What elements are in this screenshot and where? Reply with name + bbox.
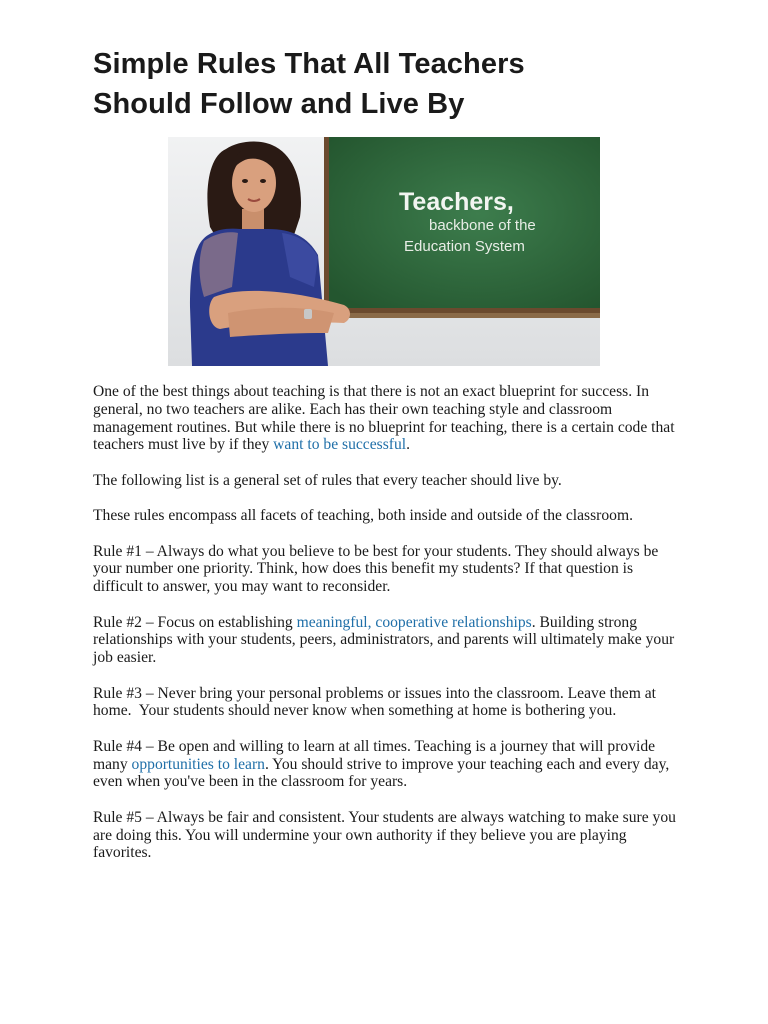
rule-5-paragraph: Rule #5 – Always be fair and consistent. Your students are always watching to make sure you are doing this. You will undermine your own authority if they believe you are playing favorites. bbox=[93, 808, 676, 862]
facets-paragraph: These rules encompass all facets of teaching, both inside and outside of the classroom. bbox=[93, 507, 633, 525]
list-intro-paragraph: The following list is a general set of rules that every teacher should live by. bbox=[93, 471, 562, 489]
article-body bbox=[93, 383, 678, 880]
rule-4-start: Rule #4 – Be open and willing to learn at all times. Teaching is a journey that will provide many bbox=[93, 737, 656, 773]
rule-1-paragraph: Rule #1 – Always do what you believe to be best for your students. They should always be your number one priority. Think, how does this benefit my students? If that question is difficult to answer, you may want to reconsider. bbox=[93, 542, 659, 596]
rule-3-paragraph: Rule #3 – Never bring your personal problems or issues into the classroom. Leave them at home. Your students should never know when something at home is bothering you. bbox=[93, 684, 656, 720]
rule-4-paragraph bbox=[93, 738, 678, 791]
rule-2-start: Rule #2 – Focus on establishing bbox=[93, 613, 297, 631]
page-title bbox=[93, 44, 683, 124]
page-title-line1: Simple Rules That All Teachers bbox=[93, 48, 525, 80]
board-title: Teachers, bbox=[399, 188, 514, 216]
intro-text: One of the best things about teaching is that there is not an exact blueprint for success. In general, no two teachers are alike. Each has their own teaching style and classroom management routines. But while there is no blueprint for teaching, there is a certain code that teachers must live by if they bbox=[93, 383, 675, 454]
rule-2-paragraph bbox=[93, 614, 678, 667]
title-block bbox=[93, 44, 683, 124]
hero-image bbox=[168, 137, 600, 366]
board-line2: backbone of the bbox=[429, 217, 536, 234]
want-to-be-successful-link[interactable]: want to be successful bbox=[273, 436, 407, 454]
relationships-link[interactable]: meaningful, cooperative relationships bbox=[296, 613, 532, 631]
page-title-line2: Should Follow and Live By bbox=[93, 88, 465, 120]
board-line3: Education System bbox=[404, 238, 525, 255]
rule-2-end: . Building strong relationships with your students, peers, administrators, and parents will ultimately make your job easier. bbox=[93, 613, 675, 667]
intro-end: . bbox=[406, 436, 411, 454]
intro-paragraph bbox=[93, 383, 678, 454]
chalk-ledge bbox=[324, 313, 600, 318]
rule-4-end: . You should strive to improve your teaching each and every day, even when you've been in the classroom for years. bbox=[93, 755, 670, 791]
opportunities-link[interactable]: opportunities to learn bbox=[131, 755, 265, 773]
hero-illustration bbox=[168, 137, 600, 366]
